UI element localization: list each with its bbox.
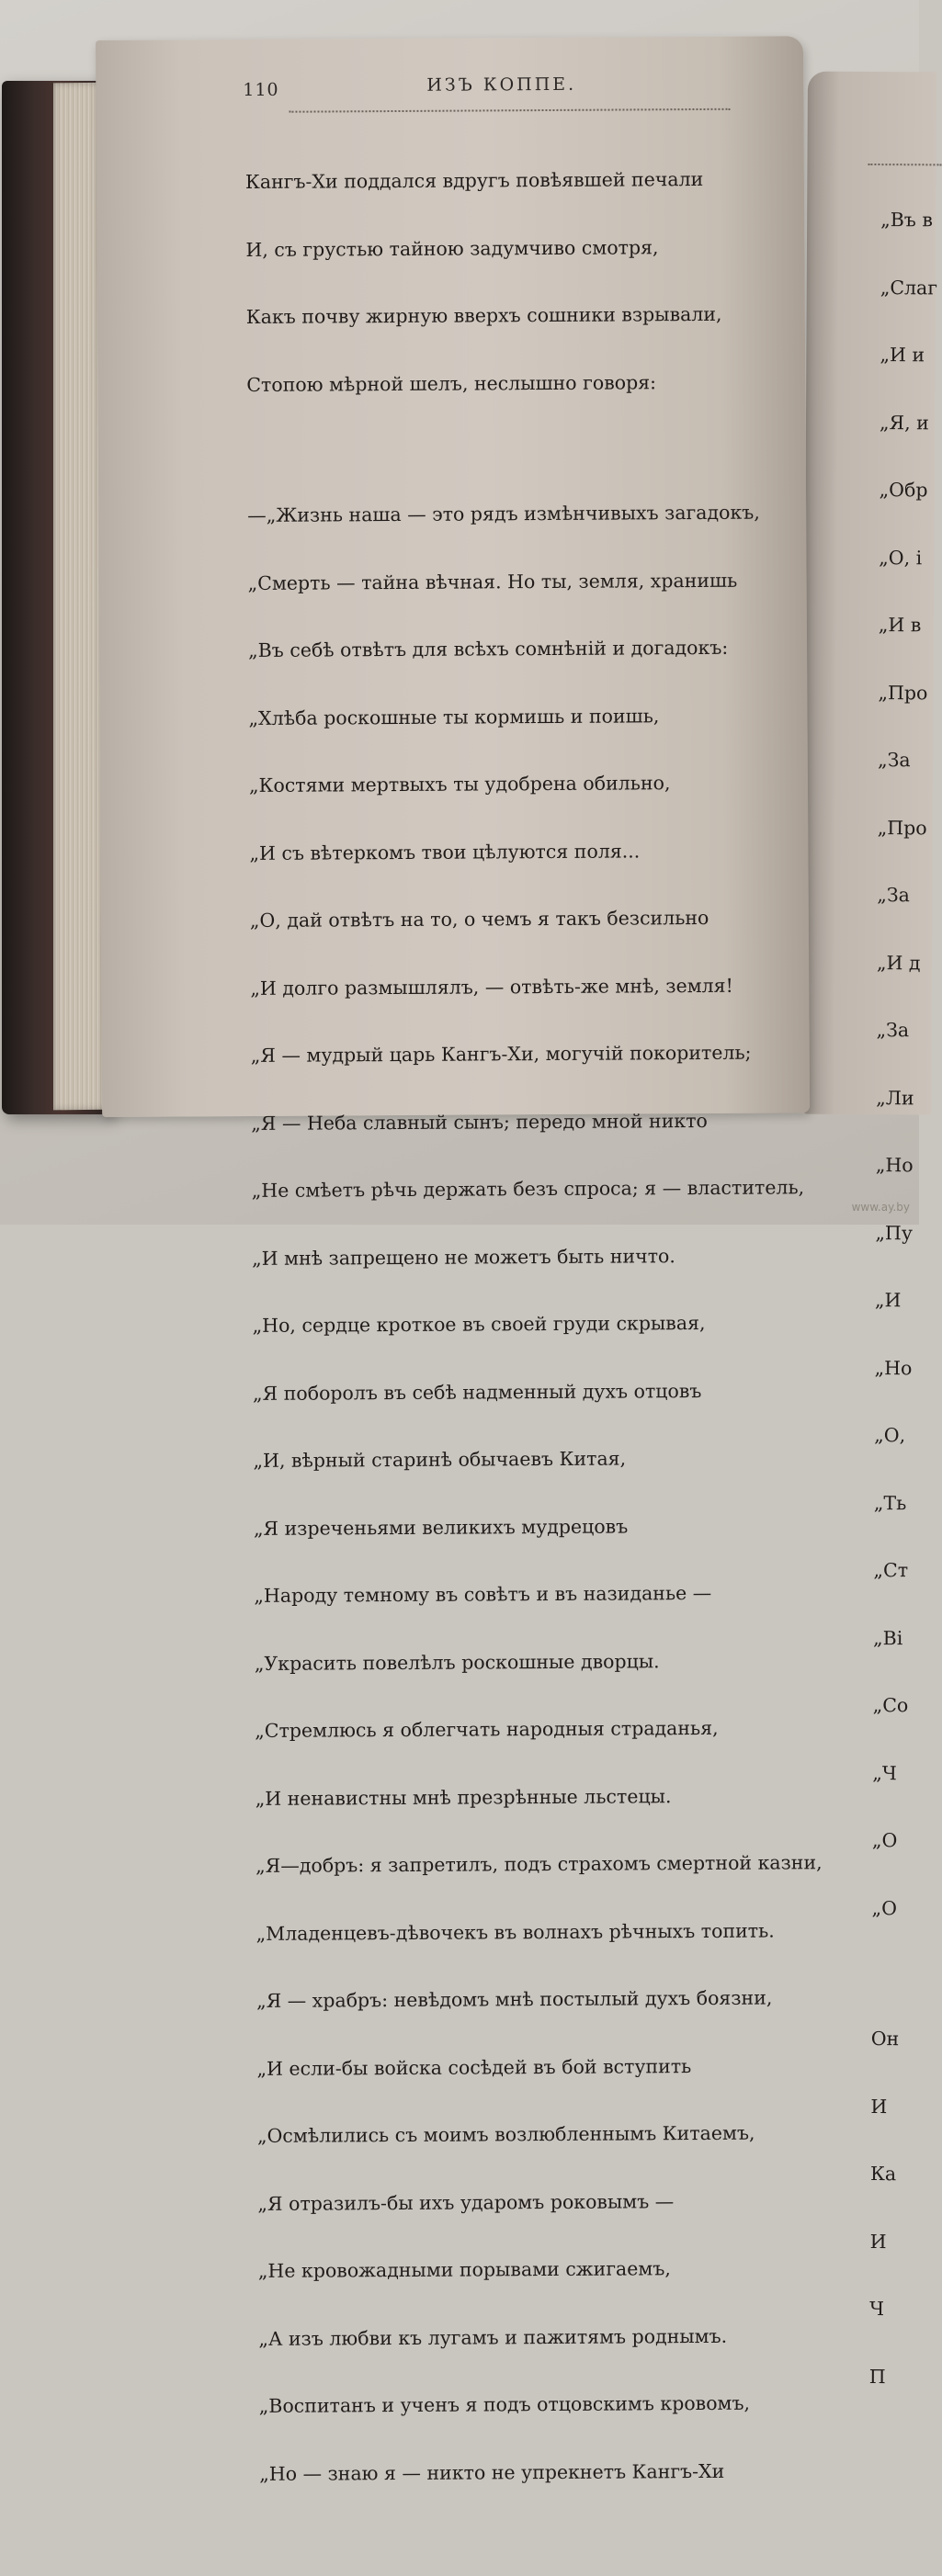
poem-line: „И если-бы войска сосѣдей въ бой вступить xyxy=(256,2054,692,2080)
poem-line: „Осмѣлились съ моимъ возлюбленнымъ Китаемъ, xyxy=(256,2121,755,2147)
poem-line: „И съ вѣтеркомъ твои цѣлуются поля... xyxy=(249,839,641,864)
text-line: „Я, и xyxy=(879,411,929,434)
text-line: „Ть xyxy=(873,1491,907,1514)
poem-line: „И ненавистны мнѣ презрѣнные льстецы. xyxy=(255,1784,672,1810)
poem-line: Стопою мѣрной шелъ, неслышно говоря: xyxy=(246,370,657,396)
text-line: „Про xyxy=(877,816,927,839)
poem-line: „Народу темному въ совѣтъ и въ назиданье — xyxy=(254,1581,712,1607)
poem-line: „Но — знаю я — никто не упрекнетъ Кангъ-Хи xyxy=(259,2459,725,2485)
poem-line: „Въ себѣ отвѣтъ для всѣхъ сомнѣній и догадокъ: xyxy=(247,636,729,661)
text-line: „Ві xyxy=(872,1626,903,1649)
text-line: „Ч xyxy=(872,1761,897,1784)
text-line: „Въ в xyxy=(880,209,933,232)
text-line: „Но xyxy=(874,1356,913,1379)
text-line: „Ст xyxy=(873,1559,909,1582)
poem-line: —„Жизнь наша — это рядъ измѣнчивыхъ загадокъ, xyxy=(247,501,760,527)
poem-line xyxy=(260,2526,821,2530)
poem-line: „Я поборолъ въ себѣ надменный духъ отцовъ xyxy=(252,1379,702,1405)
text-line: „За xyxy=(877,749,911,772)
poem-line: „Я — мудрый царь Кангъ-Хи, могучій покоритель; xyxy=(250,1041,752,1067)
text-line: Ка xyxy=(869,2163,897,2186)
text-line: „Пу xyxy=(875,1221,913,1244)
poem-line: И, съ грустью тайною задумчиво смотря, xyxy=(245,235,659,261)
poem-line: „Я изреченьями великихъ мудрецовъ xyxy=(253,1514,629,1540)
text-line: „За xyxy=(876,1019,910,1042)
poem-line: „Я — Неба славный сынъ; передо мной никто xyxy=(251,1109,708,1135)
poem-line: „Воспитанъ и ученъ я подъ отцовскимъ кровомъ, xyxy=(258,2391,751,2417)
text-line: „О xyxy=(871,1896,898,1919)
text-line: „Обр xyxy=(879,479,928,502)
text-line: „Со xyxy=(872,1694,909,1717)
stanza-gap xyxy=(247,437,808,459)
poem-line: „И, вѣрный старинѣ обычаевъ Китая, xyxy=(253,1447,627,1472)
text-line: „Но xyxy=(875,1154,914,1177)
text-line: П xyxy=(868,2365,886,2388)
poem-line: „О, дай отвѣтъ на то, о чемъ я такъ безсильно xyxy=(249,906,709,932)
right-page-text xyxy=(869,164,936,2433)
left-page xyxy=(96,36,823,2485)
watermark: www.ay.by xyxy=(851,1201,910,1214)
text-line: „И xyxy=(874,1289,902,1312)
poem-text xyxy=(245,122,821,2575)
poem-line: „И долго размышлялъ, — отвѣть-же мнѣ, земля! xyxy=(250,974,733,1000)
header-rule xyxy=(289,103,730,113)
poem-line: „Смерть — тайна вѣчная. Но ты, земля, хранишь xyxy=(247,569,738,594)
text-line: Ч xyxy=(869,2298,885,2321)
text-line: „Слаг xyxy=(880,276,938,299)
text-line: И xyxy=(870,2095,888,2118)
poem-line: „Не смѣетъ рѣчь держать безъ спроса; я — властитель, xyxy=(251,1176,805,1202)
text-line: „За xyxy=(877,884,910,907)
running-head: ИЗЪ КОППЕ. xyxy=(426,73,577,96)
poem-line: Какъ почву жирную вверхъ сошники взрывали, xyxy=(245,302,722,329)
poem-line: Кангъ-Хи поддался вдругъ повѣявшей печали xyxy=(244,167,704,194)
poem-line: „А изъ любви къ лугамъ и пажитямъ роднымъ. xyxy=(258,2324,728,2350)
poem-line: „Младенцевъ-дѣвочекъ въ волнахъ рѣчныхъ топить. xyxy=(255,1919,775,1945)
text-line: „О xyxy=(871,1829,898,1852)
text-line: „И д xyxy=(876,951,921,974)
poem-line: „Я отразилъ-бы ихъ ударомъ роковымъ — xyxy=(257,2189,675,2215)
text-line: „О, і xyxy=(879,546,923,569)
poem-line: „Но, сердце кроткое въ своей груди скрывая, xyxy=(252,1311,706,1337)
poem-line: „Стремлюсь я облегчать народныя страданья, xyxy=(255,1716,719,1742)
poem-line: „И мнѣ запрещено не можетъ быть ничто. xyxy=(252,1244,675,1270)
poem-line: „Костями мертвыхъ ты удобрена обильно, xyxy=(248,772,671,797)
text-line: „Про xyxy=(878,681,928,704)
poem-line: „Не кровожадными порывами сжигаемъ, xyxy=(257,2257,671,2282)
page-number: 110 xyxy=(243,79,279,101)
text-line: „И в xyxy=(878,614,922,637)
poem-line: „Украсить повелѣлъ роскошные дворцы. xyxy=(254,1649,660,1675)
text-line: Он xyxy=(870,2028,900,2051)
text-line: „И и xyxy=(880,344,925,367)
poem-line: „Я — храбръ: невѣдомъ мнѣ постылый духъ боязни, xyxy=(255,1986,773,2012)
text-line: „Ли xyxy=(876,1086,914,1109)
text-line: И xyxy=(869,2230,887,2253)
poem-line: „Хлѣба роскошные ты кормишь и поишь, xyxy=(248,704,660,729)
text-line: „О, xyxy=(874,1424,906,1447)
poem-line: „Я—добръ: я запретилъ, подъ страхомъ смертной казни, xyxy=(255,1851,823,1877)
stanza-gap xyxy=(871,1964,926,1983)
